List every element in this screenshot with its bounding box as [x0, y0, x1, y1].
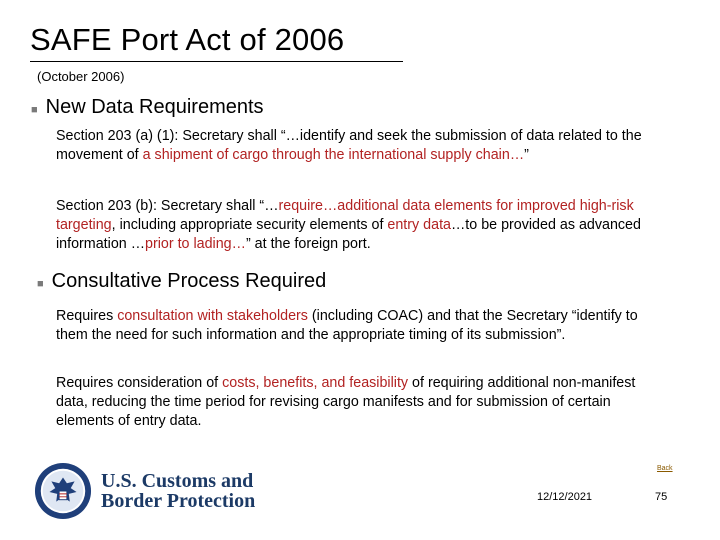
bullet-heading: Consultative Process Required: [51, 270, 327, 292]
back-link[interactable]: Back: [657, 465, 673, 472]
paragraph: [56, 307, 656, 345]
square-bullet-icon: ■: [31, 104, 38, 116]
paragraph: [56, 197, 656, 254]
logo-wordmark: [101, 471, 255, 511]
paragraph-text: (including COAC) and that the Secretary “identify to them the need for such information and the appropriate timing of its submission”.: [56, 308, 638, 343]
paragraph-text: Section 203 (b): Secretary shall “…: [56, 198, 279, 214]
cbp-logo: [34, 462, 255, 520]
slide-title-block: [30, 22, 403, 62]
logo-line-1: U.S. Customs and: [101, 470, 254, 492]
square-bullet-icon: ■: [37, 278, 44, 290]
bullet-heading: New Data Requirements: [45, 96, 264, 118]
logo-line-2: Border Protection: [101, 490, 256, 512]
bullet-new-data-requirements: [31, 95, 264, 119]
paragraph: [56, 374, 656, 431]
highlighted-text: consultation with stakeholders: [117, 308, 308, 324]
bullet-consultative-process: [37, 269, 326, 293]
page-number: 75: [655, 491, 668, 503]
highlighted-text: entry data: [387, 217, 451, 233]
paragraph: [56, 127, 656, 165]
paragraph-text: of requiring additional non-manifest data, reducing the time period for revising cargo manifests and for submission of certain elements of entry data.: [56, 375, 636, 429]
paragraph-text: Section 203 (a) (1): Secretary shall “…identify and seek the submission of data related to the movement of: [56, 128, 642, 163]
highlighted-text: require…additional data elements for improved high-risk targeting: [56, 198, 634, 233]
paragraph-text: , including appropriate security elements of: [111, 217, 388, 233]
dhs-seal-icon: [34, 462, 92, 520]
highlighted-text: prior to lading…: [145, 236, 246, 252]
slide-subtitle: (October 2006): [37, 69, 125, 84]
slide-title: SAFE Port Act of 2006: [30, 22, 345, 57]
paragraph-text: ”: [524, 147, 529, 163]
footer-date: 12/12/2021: [537, 491, 593, 503]
highlighted-text: a shipment of cargo through the international supply chain…: [142, 147, 525, 163]
paragraph-text: Requires: [56, 308, 118, 324]
paragraph-text: …to be provided as advanced information …: [56, 217, 641, 252]
paragraph-text: Requires consideration of: [56, 375, 223, 391]
paragraph-text: ” at the foreign port.: [245, 236, 371, 252]
highlighted-text: costs, benefits, and feasibility: [222, 375, 409, 391]
